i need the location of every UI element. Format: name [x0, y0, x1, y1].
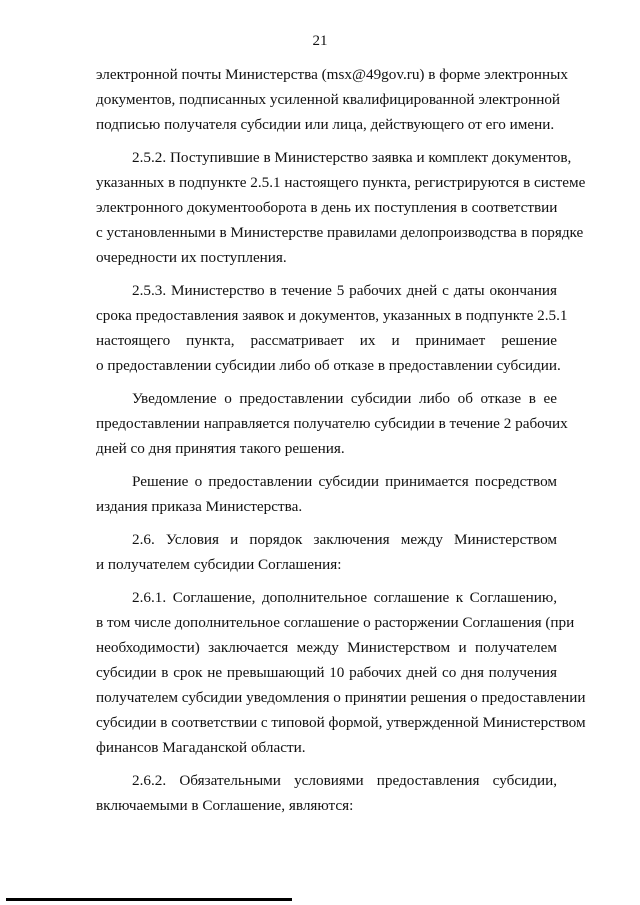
text-line: подписью получателя субсидии или лица, действующего от его имени.	[96, 116, 555, 133]
paragraph-2-5-3	[96, 278, 568, 378]
text-line: электронного документооборота в день их поступления в соответствии	[96, 199, 558, 216]
text-line: субсидии в срок не превышающий 10 рабочих дней со дня получения	[96, 664, 557, 681]
text-line: необходимости) заключается между Министерством и получателем	[96, 639, 557, 656]
text-line: 2.6. Условия и порядок заключения между Министерством	[132, 531, 557, 548]
paragraph-2-5-2	[96, 145, 586, 270]
paragraph-2-6	[96, 527, 557, 577]
text-line: настоящего пункта, рассматривает их и принимает решение	[96, 332, 557, 349]
text-line: о предоставлении субсидии либо об отказе в предоставлении субсидии.	[96, 357, 561, 374]
bottom-rule	[6, 898, 292, 901]
text-line: 2.6.2. Обязательными условиями предоставления субсидии,	[132, 772, 557, 789]
text-line: срока предоставления заявок и документов, указанных в подпункте 2.5.1	[96, 307, 568, 324]
text-line: документов, подписанных усиленной квалифицированной электронной	[96, 91, 561, 108]
text-line: электронной почты Министерства (msx@49gov.ru) в форме электронных	[96, 66, 568, 83]
text-line: получателем субсидии уведомления о принятии решения о предоставлении	[96, 689, 586, 706]
page-number: 21	[312, 33, 328, 49]
text-line: с установленными в Министерстве правилами делопроизводства в порядке	[96, 224, 584, 241]
paragraph-notification	[96, 386, 568, 461]
paragraph-submission-email	[96, 62, 568, 137]
paragraph-2-6-2	[96, 768, 557, 818]
text-line: в том числе дополнительное соглашение о расторжении Соглашения (при	[96, 614, 575, 631]
text-line: предоставлении направляется получателю субсидии в течение 2 рабочих	[96, 415, 568, 432]
text-line: издания приказа Министерства.	[96, 498, 303, 515]
text-line: и получателем субсидии Соглашения:	[96, 556, 342, 573]
text-line: дней со дня принятия такого решения.	[96, 440, 345, 457]
text-line: очередности их поступления.	[96, 249, 287, 266]
text-line: 2.5.2. Поступившие в Министерство заявка и комплект документов,	[132, 149, 572, 166]
document-body	[96, 62, 586, 826]
text-line: 2.5.3. Министерство в течение 5 рабочих дней с даты окончания	[132, 282, 557, 299]
text-line: включаемыми в Соглашение, являются:	[96, 797, 354, 814]
text-line: 2.6.1. Соглашение, дополнительное соглашение к Соглашению,	[132, 589, 557, 606]
text-line: Решение о предоставлении субсидии принимается посредством	[132, 473, 557, 490]
text-line: субсидии в соответствии с типовой формой, утвержденной Министерством	[96, 714, 586, 731]
paragraph-decision	[96, 469, 557, 519]
paragraph-2-6-1	[96, 585, 586, 760]
text-line: финансов Магаданской области.	[96, 739, 306, 756]
text-line: указанных в подпункте 2.5.1 настоящего пункта, регистрируются в системе	[96, 174, 586, 191]
text-line: Уведомление о предоставлении субсидии либо об отказе в ее	[132, 390, 557, 407]
